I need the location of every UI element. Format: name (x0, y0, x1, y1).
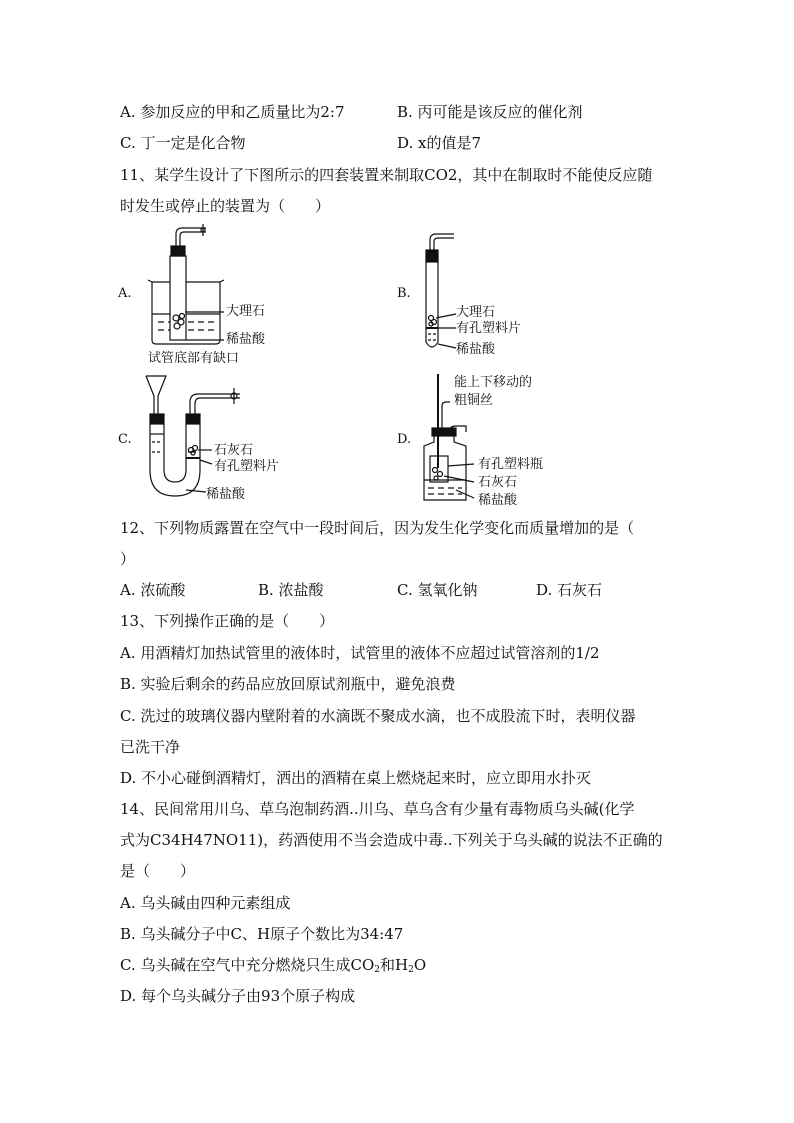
fig-a-apparatus (140, 222, 270, 347)
q13-option-b: B. 实验后剩余的药品应放回原试剂瓶中，避免浪费 (120, 675, 456, 693)
q12-option-c: C. 氢氧化钠 (397, 581, 478, 599)
q14-option-d: D. 每个乌头碱分子由93个原子构成 (120, 987, 356, 1005)
q14-option-c-o: O (413, 956, 427, 974)
fig-c-label-acid: 稀盐酸 (206, 487, 246, 502)
fig-d-label-wire-1: 能上下移动的 (454, 375, 533, 390)
q13-option-c-line1: C. 洗过的玻璃仪器内壁附着的水滴既不聚成水滴，也不成股流下时，表明仪器 (120, 707, 636, 725)
fig-d-label-wire-2: 粗铜丝 (454, 393, 494, 408)
fig-d-label-acid: 稀盐酸 (478, 493, 518, 508)
q10-option-c: C. 丁一定是化合物 (120, 134, 246, 152)
fig-c-label-limestone: 石灰石 (214, 443, 254, 458)
q14-stem-line3: 是（ ） (120, 862, 196, 880)
fig-a-label-notch: 试管底部有缺口 (148, 351, 240, 366)
q13-option-a: A. 用酒精灯加热试管里的液体时，试管里的液体不应超过试管溶剂的1/2 (120, 644, 600, 662)
q14-option-c-text: C. 乌头碱在空气中充分燃烧只生成CO (120, 956, 375, 974)
q11-stem-line1: 11、某学生设计了下图所示的四套装置来制取CO2，其中在制取时不能使反应随 (120, 166, 653, 184)
q14-option-a: A. 乌头碱由四种元素组成 (120, 894, 291, 912)
fig-b-apparatus (418, 232, 478, 357)
q13-option-c-line2: 已洗干净 (120, 738, 181, 756)
fig-d-letter: D. (397, 432, 412, 447)
co2-subscript: 2 (374, 965, 380, 975)
fig-b-label-acid: 稀盐酸 (456, 342, 496, 357)
q11-stem-line2: 时发生或停止的装置为（ ） (120, 197, 331, 215)
fig-c-letter: C. (118, 432, 132, 447)
q10-option-a: A. 参加反应的甲和乙质量比为2:7 (120, 103, 345, 121)
q13-stem: 13、下列操作正确的是（ ） (120, 612, 335, 630)
q12-option-a: A. 浓硫酸 (120, 581, 186, 599)
q14-option-c-and: 和H (380, 956, 409, 974)
q12-stem-line1: 12、下列物质露置在空气中一段时间后，因为发生化学变化而质量增加的是（ (120, 519, 635, 537)
fig-b-label-plate: 有孔塑料片 (456, 321, 522, 336)
h2o-subscript: 2 (408, 965, 414, 975)
q14-option-c (120, 954, 426, 976)
fig-b-letter: B. (397, 286, 411, 301)
fig-a-label-acid: 稀盐酸 (226, 332, 266, 347)
q12-option-b: B. 浓盐酸 (258, 581, 324, 599)
q12-option-d: D. 石灰石 (536, 581, 603, 599)
q14-stem-line2: 式为C34H47NO11)，药酒使用不当会造成中毒..下列关于乌头碱的说法不正确的 (120, 831, 663, 849)
fig-d-label-bottle: 有孔塑料瓶 (478, 457, 544, 472)
fig-a-letter: A. (118, 286, 132, 301)
fig-a-label-marble: 大理石 (226, 304, 266, 319)
q13-option-d: D. 不小心碰倒酒精灯，洒出的酒精在桌上燃烧起来时，应立即用水扑灭 (120, 769, 592, 787)
fig-c-apparatus (140, 372, 260, 502)
q12-stem-line2: ） (120, 550, 136, 568)
q10-option-b: B. 丙可能是该反应的催化剂 (397, 103, 583, 121)
q10-option-d: D. x的值是7 (397, 134, 482, 152)
q14-stem-line1: 14、民间常用川乌、草乌泡制药酒..川乌、草乌含有少量有毒物质乌头碱(化学 (120, 800, 635, 818)
fig-d-label-limestone: 石灰石 (478, 475, 518, 490)
fig-b-label-marble: 大理石 (456, 305, 496, 320)
fig-c-label-plate: 有孔塑料片 (214, 459, 280, 474)
q14-option-b: B. 乌头碱分子中C、H原子个数比为34:47 (120, 925, 404, 943)
